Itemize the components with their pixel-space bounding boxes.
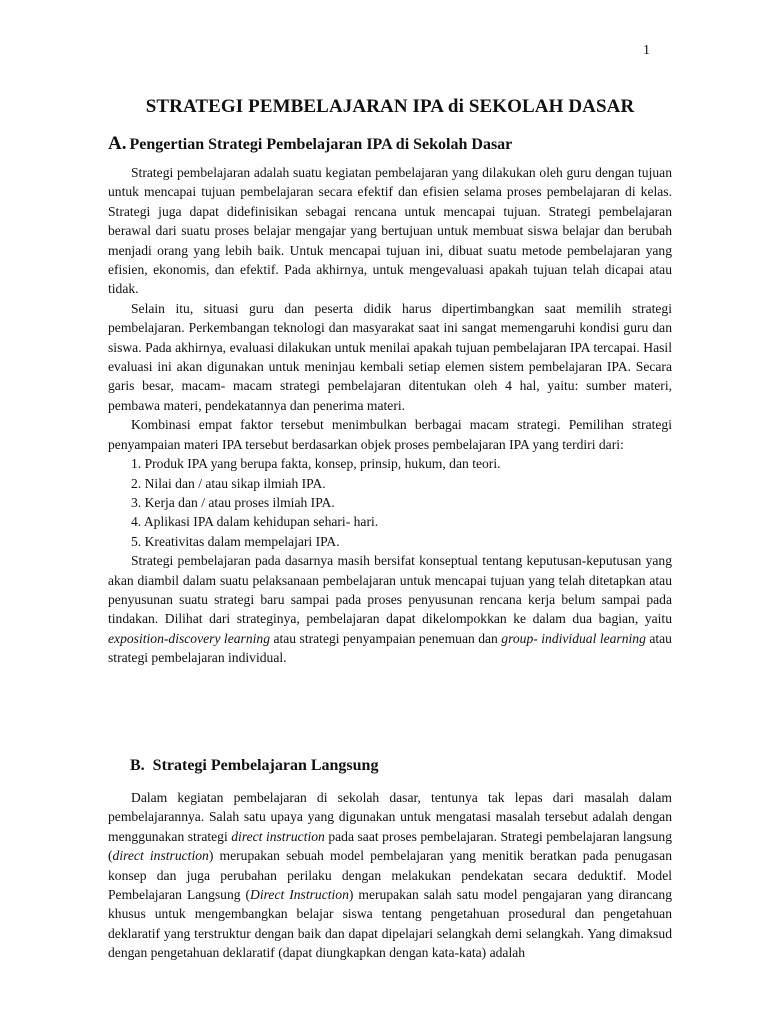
list-item: 5. Kreativitas dalam mempelajari IPA. <box>131 533 340 549</box>
text-run: pada saat proses pembelajaran. Strategi pembelajaran langsung ( <box>108 828 673 864</box>
section-a-letter: A. <box>108 133 127 154</box>
italic-term: direct instruction <box>231 828 325 844</box>
text-run: atau strategi pembelajaran individual. <box>108 630 672 666</box>
section-a-paragraph-1: Strategi pembelajaran adalah suatu kegiatan pembelajaran yang dilakukan oleh guru dengan tujuan untuk mencapai tujuan pembelajaran secara efektif dan efisien selama proses pembelajaran di kelas. Strategi juga dapat didefinisikan sebagai rencana untuk mencapai tujuan. Strategi pembelajaran berawal dari suatu proses belajar mengajar yang bertujuan untuk membuat siswa belajar dan berubah menjadi orang yang lebih baik. Untuk mencapai tujuan ini, dibuat suatu metode pembelajaran yang efisien, ekonomis, dan efektif. Pada akhirnya, untuk mengevaluasi apakah tujuan telah dicapai atau tidak. <box>108 165 672 297</box>
section-a-paragraph-2: Selain itu, situasi guru dan peserta didik harus dipertimbangkan saat memilih strategi pembelajaran. Perkembangan teknologi dan masyarakat saat ini sangat memengaruhi kondisi guru dan siswa. Pada akhirnya, evaluasi dilakukan untuk menilai apakah tujuan pembelajaran IPA tercapai. Hasil evaluasi ini akan digunakan untuk meninjau kembali setiap elemen sistem pembelajaran IPA. Secara garis besar, macam- macam strategi pembelajaran ditentukan oleh 4 hal, yaitu: sumber materi, pembawa materi, pendekatannya dan penerima materi. <box>108 300 672 413</box>
section-a-paragraph-3: Kombinasi empat faktor tersebut menimbulkan berbagai macam strategi. Pemilihan strategi penyampaian materi IPA tersebut berdasarkan objek proses pembelajaran IPA yang terdiri dari: <box>108 417 672 452</box>
section-b-heading-text: Strategi Pembelajaran Langsung <box>152 757 379 774</box>
text-run: Strategi pembelajaran pada dasarnya masih bersifat konseptual tentang keputusan-keputusan yang akan diambil dalam suatu pelaksanaan pembelajaran untuk mencapai tujuan yang telah ditetapkan atau penyusunan suatu strategi baru sampai pada proses penyusunan rencana kerja belum sampai pada tindakan. Dilihat dari strateginya, pembelajaran dapat dikelompokkan ke dalam dua bagian, yaitu <box>108 553 672 627</box>
section-a-paragraph-4 <box>108 551 672 667</box>
italic-term: exposition-discovery learning <box>108 630 270 646</box>
factor-list <box>108 454 672 551</box>
list-item: 3. Kerja dan / atau proses ilmiah IPA. <box>131 494 335 510</box>
section-a-body <box>108 163 672 668</box>
page-number: 1 <box>643 43 650 58</box>
section-b-letter: B. <box>130 757 145 774</box>
document-title: STRATEGI PEMBELAJARAN IPA di SEKOLAH DASAR <box>145 96 635 117</box>
section-a-heading-text: Pengertian Strategi Pembelajaran IPA di Sekolah Dasar <box>129 136 513 153</box>
text-run: atau strategi penyampaian penemuan dan <box>270 630 502 646</box>
list-item: 2. Nilai dan / atau sikap ilmiah IPA. <box>131 475 326 491</box>
text-run: Dalam kegiatan pembelajaran di sekolah dasar, tentunya tak lepas dari masalah dalam pembelajarannya. Salah satu upaya yang digunakan untuk mengatasi masalah tersebut adalah dengan menggunakan strategi <box>108 790 672 844</box>
section-a-heading <box>108 133 512 155</box>
text-run: ) merupakan sebuah model pembelajaran yang menitik beratkan pada penugasan konsep dan juga perubahan perilaku dengan melakukan pendekatan secara deduktif. Model Pembelajaran Langsung ( <box>108 848 673 903</box>
italic-term: direct instruction <box>112 848 209 864</box>
italic-term: group- individual learning <box>501 630 646 646</box>
section-b-paragraph-1 <box>108 788 672 963</box>
section-b-heading <box>130 757 378 775</box>
section-b-body <box>108 788 672 963</box>
text-run: ) merupakan salah satu model pengajaran yang dirancang khusus untuk mengembangkan belajar siswa tentang pengetahuan prosedural dan pengetahuan deklaratif yang terstruktur dengan baik dan dapat dipelajari selangkah demi selangkah. Yang dimaksud dengan pengetahuan deklaratif (dapat diungkapkan dengan kata-kata) adalah <box>108 887 673 961</box>
list-item: 4. Aplikasi IPA dalam kehidupan sehari- hari. <box>131 514 379 530</box>
italic-term: Direct Instruction <box>250 887 349 903</box>
list-item: 1. Produk IPA yang berupa fakta, konsep, prinsip, hukum, dan teori. <box>131 456 501 472</box>
